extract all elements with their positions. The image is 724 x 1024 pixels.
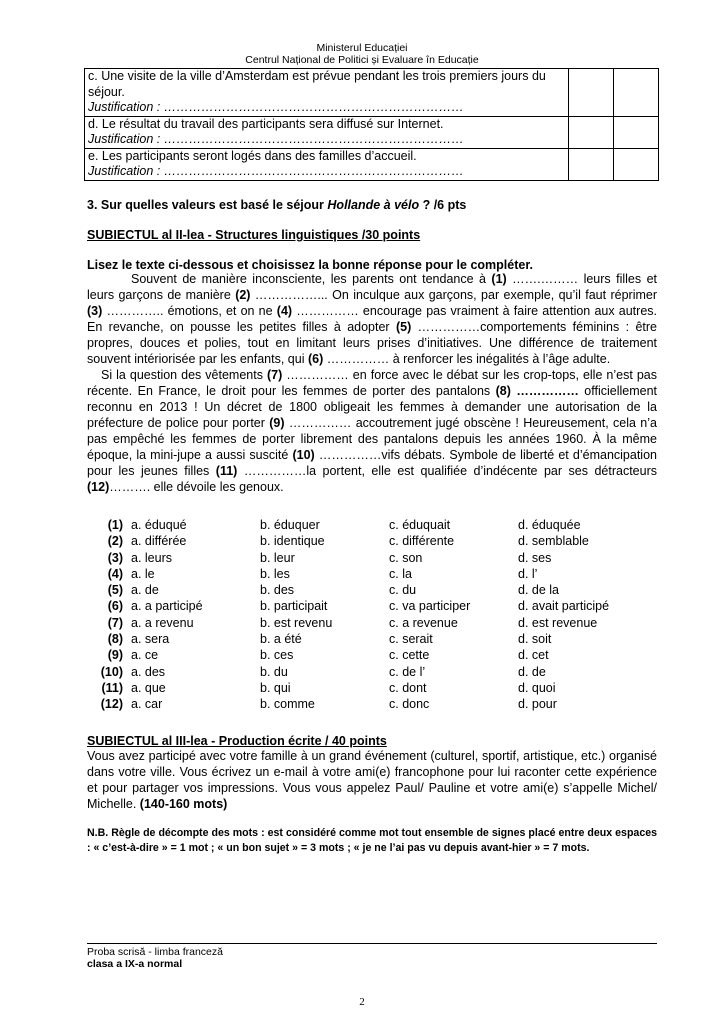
justification-line: Justification : ……………………………………………………………… xyxy=(88,132,464,146)
option-row xyxy=(87,631,647,647)
true-answer-cell xyxy=(569,69,614,117)
option-row xyxy=(87,582,647,598)
option-row xyxy=(87,647,647,663)
page-number: 2 xyxy=(359,996,365,1008)
statement-cell xyxy=(85,69,569,117)
trip-title: Hollande à vélo xyxy=(327,198,420,212)
question-3: 3. Sur quelles valeurs est basé le séjour Hollande à vélo ? /6 pts xyxy=(87,198,467,212)
cloze-text xyxy=(87,271,657,495)
option-c: c. cette xyxy=(389,648,430,663)
option-number: (8) xyxy=(107,632,123,647)
ministry-name: Ministerul Educației xyxy=(316,42,408,54)
option-b: b. comme xyxy=(260,697,315,712)
justification-line: Justification : ……………………………………………………………… xyxy=(88,164,464,178)
word-count: (140-160 mots) xyxy=(139,797,228,811)
option-row xyxy=(87,615,647,631)
option-c: c. différente xyxy=(389,534,455,549)
word-count-note: N.B. Règle de décompte des mots : est considéré comme mot tout ensemble de signes placé entre deux espaces : « c’est-à-dire » = 1 mot ; « un bon sujet » = 3 mots ; « je ne l’ai pas vu depuis avant-hier » = 7 mots. xyxy=(87,827,657,854)
option-d: d. éduquée xyxy=(518,518,581,532)
option-number: (11) xyxy=(101,680,123,695)
answer-options xyxy=(87,517,647,713)
option-a: a. le xyxy=(131,566,155,581)
option-number: (2) xyxy=(107,534,123,549)
option-a: a. que xyxy=(131,680,166,695)
subject-2-title: SUBIECTUL al II-lea - Structures linguistiques /30 points xyxy=(87,228,421,242)
option-d: d. avait participé xyxy=(518,599,610,614)
false-answer-cell xyxy=(614,116,659,148)
option-b: b. ces xyxy=(260,648,294,663)
option-b: b. leur xyxy=(260,550,295,565)
statement-text: d. Le résultat du travail des participants sera diffusé sur Internet. xyxy=(88,116,444,131)
option-b: b. est revenu xyxy=(260,615,333,630)
center-name: Centrul Național de Politici și Evaluare în Educație xyxy=(245,54,479,66)
paragraph-2: Si la question des vêtements (7) …………… en force avec le débat sur les crop-tops, elle n’est pas récente. En France, le droit pour les femmes de porter des pantalons (8) …………… officiellement reconnu en 2013 ! Un décret de 1800 obligeait les femmes à demander une autorisation de la préfecture de police pour porter (9) …………… accoutrement jugé obscène ! Heureusement, cela n’a pas empêché les femmes de porter librement des pantalons depuis les années 1960. À la même époque, la mini-jupe a aussi suscité (10) ……………vifs débats. Symbole de liberté et d’émancipation pour les jeunes filles (11) ……………la portent, elle est qualifiée d’indécente par ses détracteurs (12)………. elle dévoile les genoux. xyxy=(87,368,657,494)
option-b: b. éduquer xyxy=(260,518,320,532)
option-number: (9) xyxy=(107,648,123,663)
option-d: d. ses xyxy=(518,550,552,565)
option-a: a. a participé xyxy=(131,599,203,614)
table-row xyxy=(85,116,659,148)
true-answer-cell xyxy=(569,116,614,148)
option-a: a. car xyxy=(131,697,163,712)
exam-name: Proba scrisă - limba franceză xyxy=(87,946,223,958)
option-row xyxy=(87,598,647,614)
subject-3-title: SUBIECTUL al III-lea - Production écrite / 40 points xyxy=(87,734,387,748)
option-number: (7) xyxy=(107,615,123,630)
option-a: a. leurs xyxy=(131,550,172,565)
false-answer-cell xyxy=(614,148,659,180)
statement-text: e. Les participants seront logés dans des familles d’accueil. xyxy=(88,148,417,163)
option-c: c. serait xyxy=(389,632,433,647)
paragraph-1: Souvent de manière inconsciente, les parents ont tendance à (1) …….……… leurs filles et leurs garçons de manière (2) ……………... On inculque aux garçons, par exemple, qu’il faut réprimer (3) ………….. émotions, et on ne (4) …………… encourage pas vraiment à faire attention aux autres. En revanche, on pousse les petites filles à adopter (5) ……………comportements féminins : être propres, douces et polies, tout en limitant leurs prises d’initiatives. Une différence de traitement souvent intériorisée par les enfants, qui (6) …………… à renforcer les inégalités à l’âge adulte. xyxy=(87,272,657,366)
option-d: d. de xyxy=(518,664,546,679)
option-d: d. soit xyxy=(518,632,552,647)
option-b: b. du xyxy=(260,664,288,679)
option-row xyxy=(87,664,647,680)
footer-divider xyxy=(87,943,657,944)
option-d: d. semblable xyxy=(518,534,589,549)
option-row xyxy=(87,517,647,533)
justification-line: Justification : ……………………………………………………………… xyxy=(88,100,464,114)
option-a: a. éduqué xyxy=(131,518,187,532)
option-number: (10) xyxy=(100,664,123,679)
option-row xyxy=(87,550,647,566)
option-b: b. les xyxy=(260,566,290,581)
option-b: b. a été xyxy=(260,632,302,647)
option-number: (5) xyxy=(107,583,123,598)
subject-3-prompt: Vous avez participé avec votre famille à un grand événement (culturel, sportif, artistique, etc.) organisé dans votre ville. Vous écrivez un e-mail à votre ami(e) francophone pour lui raconter cette expérience et pour partager vos impressions. Vous vous appelez Paul/ Pauline et votre ami(e) s’appelle Michel/ Michelle. (140-160 mots) xyxy=(87,749,657,811)
option-c: c. éduquait xyxy=(389,518,451,532)
option-b: b. des xyxy=(260,583,295,598)
option-d: d. pour xyxy=(518,697,557,712)
statement-text: c. Une visite de la ville d’Amsterdam est prévue pendant les trois premiers jours du séjour. xyxy=(88,69,546,99)
option-c: c. du xyxy=(389,583,417,598)
table-row xyxy=(85,69,659,117)
option-number: (6) xyxy=(107,599,123,614)
option-d: d. quoi xyxy=(518,680,556,695)
option-c: c. son xyxy=(389,550,423,565)
option-a: a. sera xyxy=(131,632,170,647)
statement-cell xyxy=(85,148,569,180)
subject-2-instruction: Lisez le texte ci-dessous et choisissez la bonne réponse pour le compléter. xyxy=(87,258,533,272)
option-b: b. identique xyxy=(260,534,325,549)
option-b: b. participait xyxy=(260,599,328,614)
option-row xyxy=(87,696,647,712)
option-d: d. est revenue xyxy=(518,615,598,630)
option-c: c. va participer xyxy=(389,599,471,614)
option-number: (12) xyxy=(100,697,123,712)
option-c: c. donc xyxy=(389,697,430,712)
true-answer-cell xyxy=(569,148,614,180)
option-c: c. dont xyxy=(389,680,427,695)
option-row xyxy=(87,566,647,582)
table-row xyxy=(85,148,659,180)
option-a: a. des xyxy=(131,664,166,679)
option-b: b. qui xyxy=(260,680,291,695)
page-header xyxy=(0,42,724,66)
false-answer-cell xyxy=(614,69,659,117)
page-footer xyxy=(87,946,223,970)
statement-cell xyxy=(85,116,569,148)
option-a: a. ce xyxy=(131,648,159,663)
option-d: d. l’ xyxy=(518,566,538,581)
option-d: d. de la xyxy=(518,583,560,598)
option-number: (4) xyxy=(107,566,123,581)
option-d: d. cet xyxy=(518,648,549,663)
option-c: c. la xyxy=(389,566,412,581)
option-c: c. de l’ xyxy=(389,664,426,679)
class-level: clasa a IX-a normal xyxy=(87,958,183,970)
option-a: a. différée xyxy=(131,534,187,549)
option-row xyxy=(87,533,647,549)
option-number: (3) xyxy=(107,550,123,565)
option-a: a. de xyxy=(131,583,159,598)
option-a: a. a revenu xyxy=(131,615,194,630)
option-c: c. a revenue xyxy=(389,615,458,630)
option-number: (1) xyxy=(107,518,123,532)
true-false-table xyxy=(84,68,659,181)
option-row xyxy=(87,680,647,696)
